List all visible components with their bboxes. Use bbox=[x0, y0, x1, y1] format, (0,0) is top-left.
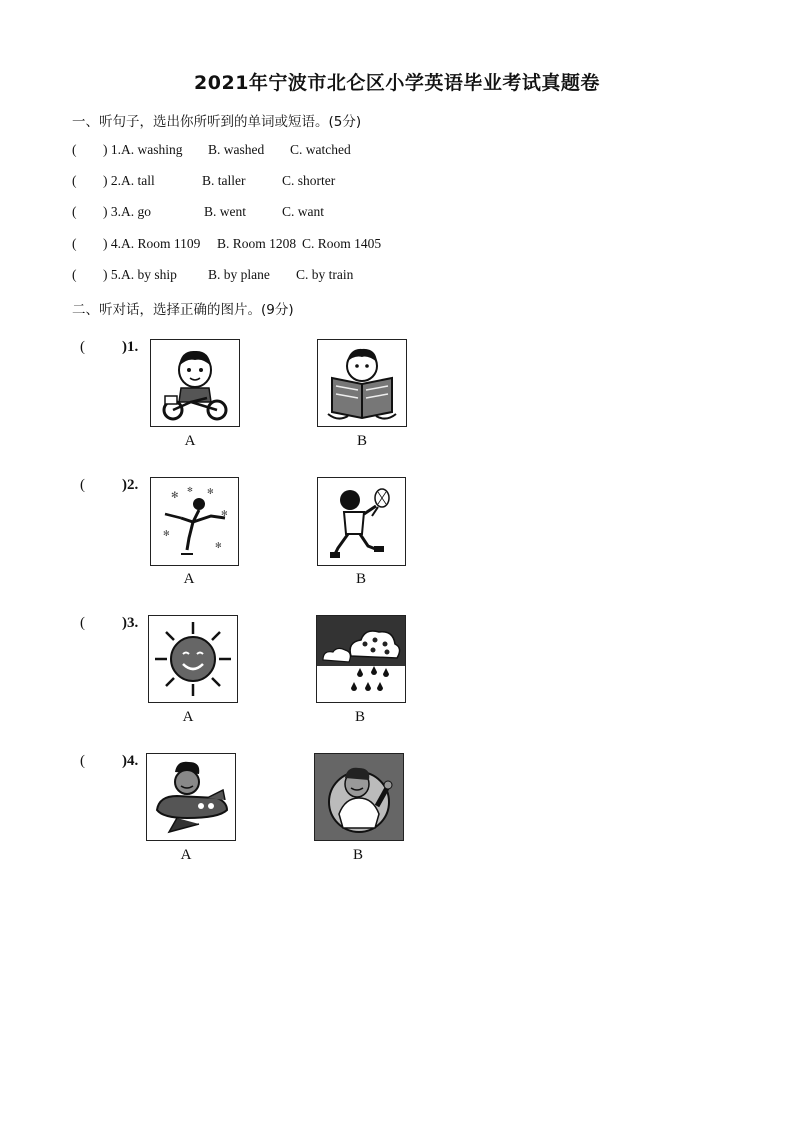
option-b-label: B bbox=[354, 709, 365, 725]
option-b-picture[interactable] bbox=[314, 753, 404, 841]
option-b: B. washed bbox=[208, 142, 265, 157]
pilot-airplane-icon bbox=[147, 754, 235, 840]
boy-riding-bike-icon bbox=[151, 340, 239, 426]
option-a: ) 2.A. tall bbox=[103, 173, 155, 188]
section1-heading: 一、听句子，选出你所听到的单词或短语。(5分) bbox=[72, 114, 362, 130]
option-b: B. by plane bbox=[208, 267, 270, 282]
man-waving-icon bbox=[315, 754, 403, 840]
option-a-picture[interactable] bbox=[148, 615, 238, 703]
option-c: C. watched bbox=[290, 142, 351, 157]
option-b-label: B bbox=[355, 571, 366, 587]
option-b-label: B bbox=[356, 433, 367, 449]
svg-text:✻: ✻ bbox=[187, 486, 193, 494]
answer-paren[interactable]: ( bbox=[72, 267, 77, 282]
svg-text:✻: ✻ bbox=[163, 529, 170, 538]
answer-paren[interactable]: ( bbox=[80, 477, 85, 493]
option-b-picture[interactable] bbox=[316, 615, 406, 703]
option-a: ) 4.A. Room 1109 bbox=[103, 236, 201, 251]
smiling-sun-icon bbox=[149, 616, 237, 702]
svg-text:✻: ✻ bbox=[171, 491, 179, 501]
item-number: )4. bbox=[122, 753, 139, 769]
option-c: C. shorter bbox=[282, 173, 336, 188]
answer-paren[interactable]: ( bbox=[80, 339, 85, 355]
section2-heading: 二、听对话，选择正确的图片。(9分) bbox=[72, 302, 294, 318]
option-c: C. want bbox=[282, 204, 324, 219]
item-number: )2. bbox=[122, 477, 139, 493]
answer-paren[interactable]: ( bbox=[72, 204, 77, 219]
answer-paren[interactable]: ( bbox=[72, 173, 77, 188]
option-a: ) 3.A. go bbox=[103, 204, 151, 219]
svg-text:✻: ✻ bbox=[215, 541, 222, 550]
girl-skating-icon bbox=[151, 478, 238, 565]
option-a-picture[interactable] bbox=[150, 339, 240, 427]
option-a-label: A bbox=[180, 847, 192, 863]
item-number: )3. bbox=[122, 615, 139, 631]
rain-cloud-icon bbox=[317, 616, 405, 702]
boy-playing-badminton-icon bbox=[318, 478, 405, 565]
svg-text:✻: ✻ bbox=[207, 487, 214, 496]
option-b-picture[interactable] bbox=[317, 339, 407, 427]
option-b: B. Room 1208 bbox=[217, 236, 297, 251]
boy-reading-book-icon bbox=[318, 340, 406, 426]
answer-paren[interactable]: ( bbox=[80, 615, 85, 631]
option-a-label: A bbox=[182, 709, 194, 725]
svg-text:✻: ✻ bbox=[221, 509, 228, 518]
option-a: ) 5.A. by ship bbox=[103, 267, 177, 282]
option-a-label: A bbox=[184, 433, 196, 449]
option-a: ) 1.A. washing bbox=[103, 142, 183, 157]
option-c: C. by train bbox=[296, 267, 354, 282]
option-b: B. went bbox=[204, 204, 246, 219]
option-b-picture[interactable] bbox=[317, 477, 406, 566]
answer-paren[interactable]: ( bbox=[80, 753, 85, 769]
option-c: C. Room 1405 bbox=[302, 236, 382, 251]
answer-paren[interactable]: ( bbox=[72, 236, 77, 251]
option-b-label: B bbox=[352, 847, 363, 863]
answer-paren[interactable]: ( bbox=[72, 142, 77, 157]
option-a-picture[interactable] bbox=[150, 477, 239, 566]
option-b: B. taller bbox=[202, 173, 246, 188]
item-number: )1. bbox=[122, 339, 139, 355]
option-a-picture[interactable] bbox=[146, 753, 236, 841]
option-a-label: A bbox=[183, 571, 195, 587]
page-title: 2021年宁波市北仑区小学英语毕业考试真题卷 bbox=[194, 72, 600, 94]
